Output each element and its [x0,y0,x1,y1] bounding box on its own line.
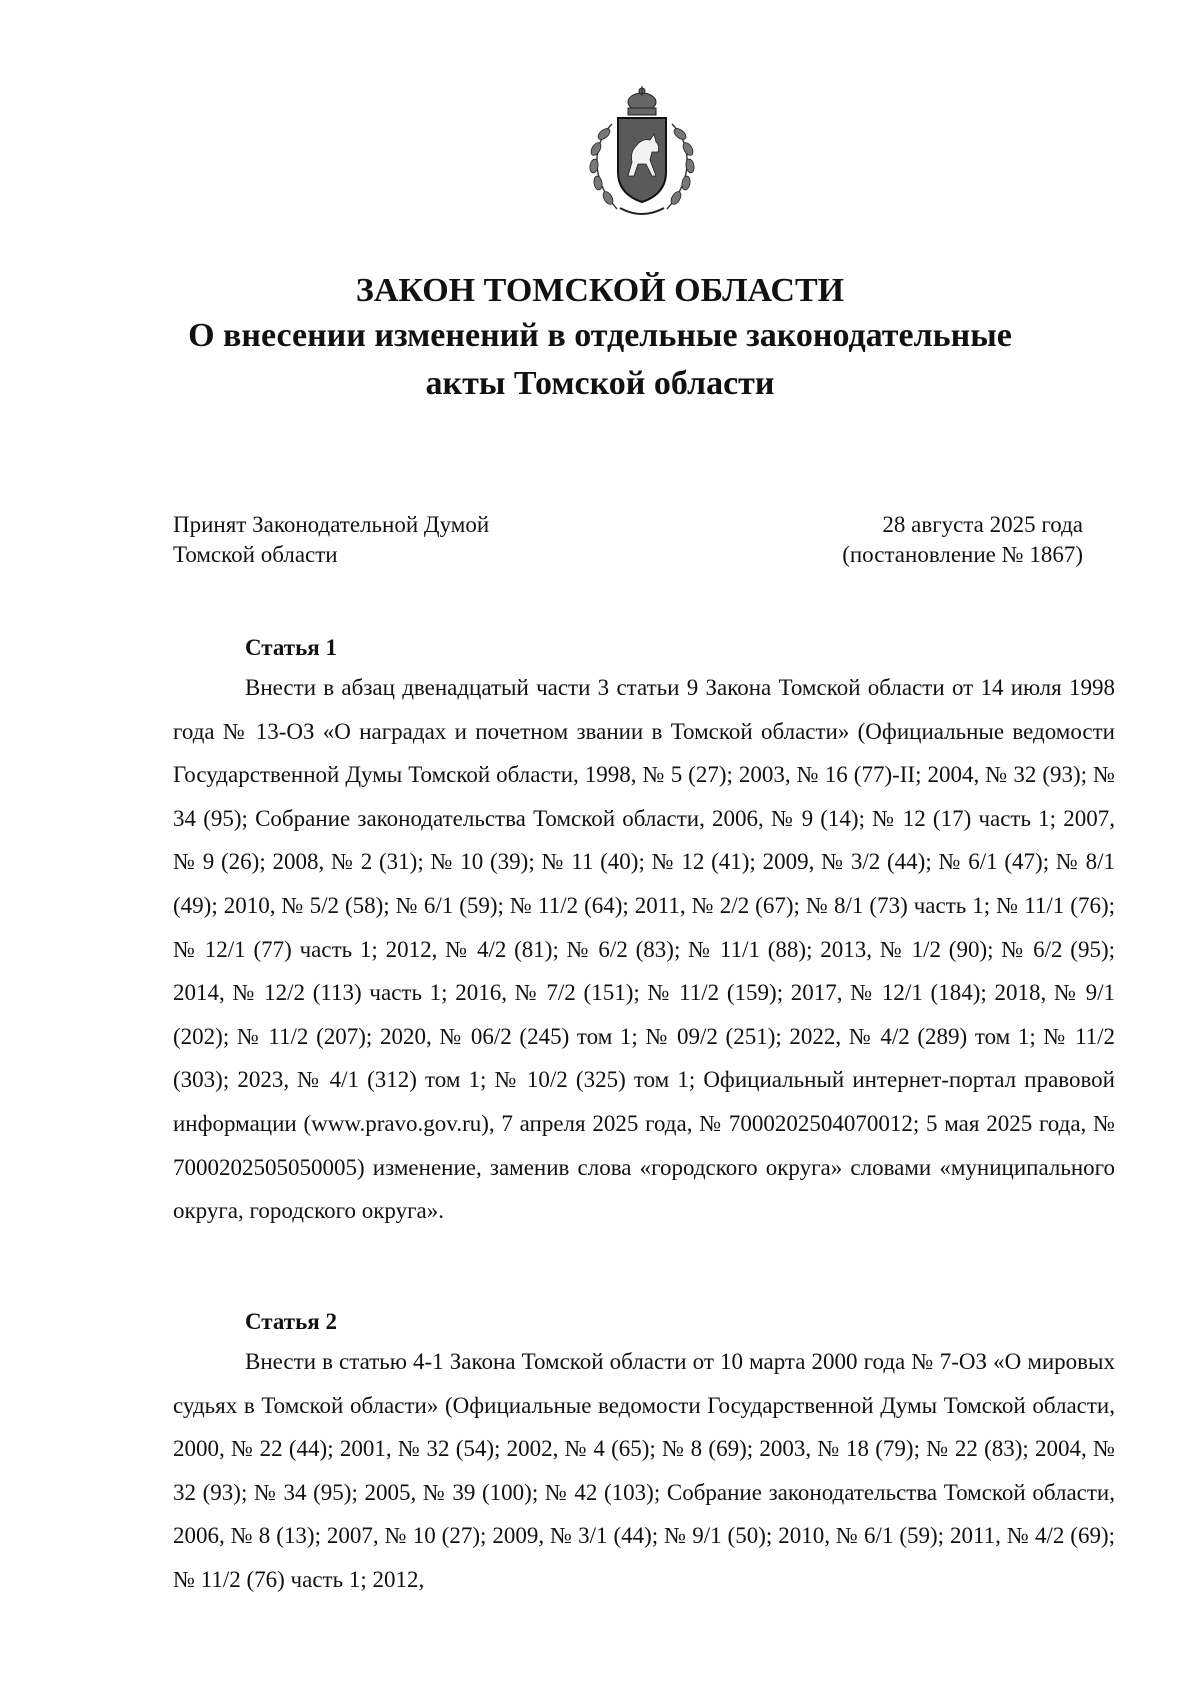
article-text: Внести в статью 4-1 Закона Томской области от 10 марта 2000 года № 7-ОЗ «О мировых судьях в Томской области» (Официальные ведомости Государственной Думы Томской области, 2000, № 22 (44); 2001, № 32 (54); 2002, № 4 (65); № 8 (69); 2003, № 18 (79); № 22 (83); 2004, № 32 (93); № 34 (95); 2005, № 39 (100); № 42 (103); Собрание законодательства Томской области, 2006, № 8 (13); 2007, № 10 (27); 2009, № 3/1 (44); № 9/1 (50); 2010, № 6/1 (59); 2011, № 4/2 (69); № 11/2 (76) часть 1; 2012, [173,1349,1115,1592]
resolution-number: (постановление № 1867) [842,542,1083,567]
adopting-body-line-1: Принят Законодательной Думой [173,512,490,537]
adoption-date-block [842,510,1083,570]
law-subject-line-1: О внесении изменений в отдельные законодательные [188,317,1012,354]
law-subject-line-2: акты Томской области [425,365,775,402]
article-heading: Статья 1 [245,635,337,660]
adopting-body [173,510,489,570]
adopting-body-line-2: Томской области [173,542,338,567]
adoption-date: 28 августа 2025 года [882,512,1083,537]
article-2 [173,1307,1115,1602]
title-block [100,270,1100,408]
coat-of-arms-emblem [572,84,712,224]
law-title: ЗАКОН ТОМСКОЙ ОБЛАСТИ [355,272,845,309]
article-text: Внести в абзац двенадцатый части 3 статьи 9 Закона Томской области от 14 июля 1998 года № 13-ОЗ «О наградах и почетном звании в Томской области» (Официальные ведомости Государственной Думы Томской области, 1998, № 5 (27); 2003, № 16 (77)-II; 2004, № 32 (93); № 34 (95); Собрание законодательства Томской области, 2006, № 9 (14); № 12 (17) часть 1; 2007, № 9 (26); 2008, № 2 (31); № 10 (39); № 11 (40); № 12 (41); 2009, № 3/2 (44); № 6/1 (47); № 8/1 (49); 2010, № 5/2 (58); № 6/1 (59); № 11/2 (64); 2011, № 2/2 (67); № 8/1 (73) часть 1; № 11/1 (76); № 12/1 (77) часть 1; 2012, № 4/2 (81); № 6/2 (83); № 11/1 (88); 2013, № 1/2 (90); № 6/2 (95); 2014, № 12/2 (113) часть 1; 2016, № 7/2 (151); № 11/2 (159); 2017, № 12/1 (184); 2018, № 9/1 (202); № 11/2 (207); 2020, № 06/2 (245) том 1; № 09/2 (251); 2022, № 4/2 (289) том 1; № 11/2 (303); 2023, № 4/1 (312) том 1; № 10/2 (325) том 1; Официальный интернет-портал правовой информации (www.pravo.gov.ru), 7 апреля 2025 года, № 7000202504070012; 5 мая 2025 года, № 7000202505050005) изменение, заменив слова «городского округа» словами «муниципального округа, городского округа». [173,675,1115,1224]
article-heading: Статья 2 [245,1309,337,1334]
article-1 [173,633,1115,1233]
